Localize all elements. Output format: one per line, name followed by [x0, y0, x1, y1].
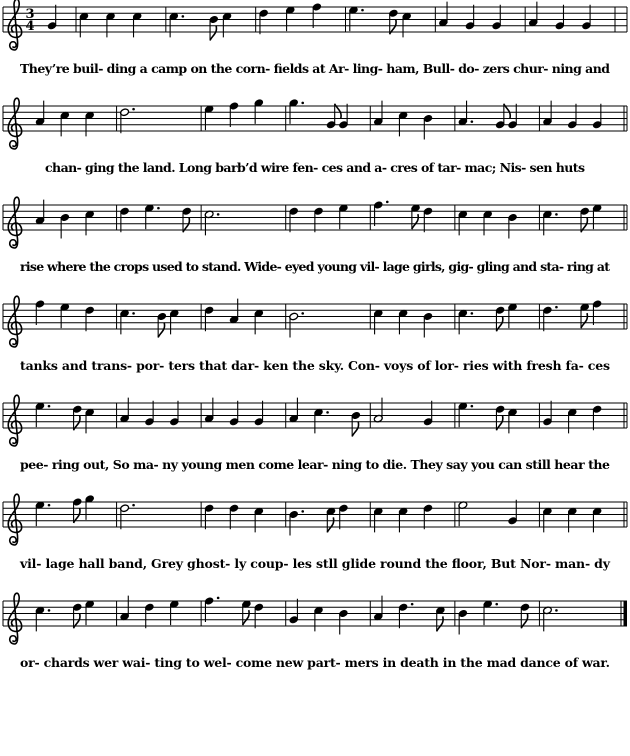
flag: [581, 313, 587, 328]
note: [259, 9, 269, 34]
measure: [349, 6, 436, 38]
note: [254, 309, 264, 334]
note: [555, 5, 565, 30]
note: [85, 408, 95, 433]
note: [592, 507, 602, 532]
note: [458, 210, 468, 235]
measure: [373, 101, 454, 140]
note: [79, 12, 89, 37]
note: [567, 507, 577, 532]
measure: [289, 502, 370, 536]
note: [169, 12, 184, 37]
augmentation-dot: [555, 213, 558, 216]
measure: [120, 106, 201, 133]
note: [285, 6, 295, 31]
note: [120, 108, 135, 133]
note: [349, 6, 364, 31]
note: [35, 606, 50, 631]
note: [222, 12, 232, 37]
note: [72, 498, 82, 523]
note: [520, 603, 530, 628]
note: [145, 603, 155, 628]
augmentation-dot: [555, 609, 558, 612]
augmentation-dot: [361, 9, 364, 12]
note: [458, 101, 473, 126]
augmentation-dot: [132, 108, 135, 111]
note: [543, 507, 553, 532]
note: [85, 306, 95, 331]
note: [169, 309, 179, 334]
note: [373, 398, 383, 423]
note: [242, 600, 252, 625]
note: [508, 408, 518, 433]
lyric-line: pee- ring out, So ma- ny young men come lear- ning to die. They say you can still hear the: [20, 457, 611, 472]
augmentation-dot: [301, 102, 304, 105]
augmentation-dot: [217, 213, 220, 216]
note: [106, 12, 116, 37]
note: [543, 306, 558, 331]
measure: [458, 205, 539, 239]
note: [543, 401, 553, 426]
time-signature-numerator: 3: [25, 7, 35, 22]
note: [204, 504, 214, 529]
measure: [373, 502, 454, 532]
measure: [289, 99, 370, 131]
note: [495, 104, 510, 129]
note: [229, 102, 239, 127]
note: [254, 507, 264, 532]
note: [85, 600, 95, 625]
note: [592, 204, 602, 229]
staff-system: [3, 0, 627, 76]
note: [423, 504, 433, 529]
note: [580, 303, 590, 328]
note: [483, 210, 493, 235]
measure: [79, 7, 166, 37]
flag: [243, 610, 249, 625]
note: [204, 306, 214, 331]
note: [289, 99, 304, 124]
note: [567, 104, 577, 129]
note: [339, 504, 349, 529]
note: [120, 207, 130, 232]
note: [543, 101, 553, 126]
note: [209, 15, 219, 40]
note: [132, 12, 142, 37]
note: [47, 5, 57, 30]
augmentation-dot: [132, 312, 135, 315]
measure: [438, 2, 525, 32]
augmentation-dot: [301, 312, 304, 315]
measure: [35, 200, 116, 239]
lyric-line: tanks and trans- por- ters that dar- ken the sky. Con- voys of lor- ries with fresh fa- ces: [20, 358, 610, 373]
measure: [120, 304, 201, 338]
note: [398, 603, 413, 628]
note: [254, 603, 264, 628]
note: [35, 200, 45, 225]
note: [289, 510, 304, 535]
note: [289, 599, 299, 624]
lyric-line: or- chards wer wai- ting to wel- come new part- mers in death in the mad dance of war.: [20, 655, 610, 670]
staff-system: [3, 98, 627, 175]
measure: [35, 495, 116, 527]
measure: [543, 204, 624, 236]
note: [423, 312, 433, 337]
note: [60, 213, 70, 238]
note: [314, 408, 329, 433]
measure: [289, 599, 370, 635]
note: [339, 104, 349, 129]
measure: [458, 303, 539, 335]
flag: [327, 517, 333, 532]
note: [120, 398, 130, 423]
note: [120, 596, 130, 621]
note: [483, 600, 498, 625]
note: [543, 210, 558, 235]
note: [85, 210, 95, 235]
note: [592, 300, 602, 325]
measure: [204, 398, 285, 428]
flag: [210, 26, 216, 41]
augmentation-dot: [217, 597, 220, 600]
note: [204, 597, 219, 622]
note: [402, 12, 412, 37]
note: [72, 405, 82, 430]
note: [580, 207, 590, 232]
note: [458, 309, 473, 334]
measure: [35, 402, 116, 434]
note: [373, 507, 383, 532]
augmentation-dot: [471, 312, 474, 315]
note: [339, 609, 349, 634]
measure: [120, 398, 201, 428]
lyric-line: rise where the crops used to stand. Wide- eyed young vil- lage girls, gig- gling and sta- ring at: [20, 259, 610, 274]
note: [398, 309, 408, 334]
augmentation-dot: [157, 207, 160, 210]
note: [495, 405, 505, 430]
note: [423, 207, 433, 232]
note: [314, 606, 324, 631]
note: [423, 114, 433, 139]
augmentation-dot: [182, 15, 185, 18]
flag: [158, 323, 164, 338]
note: [465, 5, 475, 30]
note: [35, 501, 50, 526]
note: [35, 101, 45, 126]
note: [373, 596, 383, 621]
measure: [47, 5, 76, 32]
note: [35, 300, 45, 325]
measure: [543, 101, 624, 131]
note: [169, 600, 179, 625]
measure: [289, 204, 370, 232]
staff-system: [3, 593, 627, 670]
measure: [289, 304, 370, 338]
note: [592, 405, 602, 430]
final-barline-thick: [624, 601, 628, 626]
augmentation-dot: [471, 405, 474, 408]
note: [492, 5, 502, 30]
note: [254, 401, 264, 426]
note: [145, 204, 160, 229]
note: [458, 501, 468, 526]
note: [388, 9, 398, 34]
staff-system: [3, 197, 627, 274]
measure: [204, 502, 285, 532]
measure: [543, 502, 624, 532]
measure: [120, 596, 201, 629]
flag: [352, 422, 358, 437]
note: [289, 207, 299, 232]
note: [157, 312, 167, 337]
flag: [412, 214, 418, 229]
note: [423, 401, 433, 426]
note: [145, 401, 155, 426]
time-signature-denominator: 4: [25, 19, 35, 34]
measure: [458, 500, 539, 527]
note: [495, 306, 505, 331]
note: [85, 111, 95, 136]
augmentation-dot: [471, 120, 474, 123]
note: [508, 213, 518, 238]
measure: [120, 502, 201, 529]
measure: [169, 7, 256, 41]
note: [289, 312, 304, 337]
note: [326, 104, 341, 129]
staff-system: [3, 395, 627, 472]
measure: [373, 398, 454, 428]
measure: [543, 401, 624, 434]
note: [508, 500, 518, 525]
note: [314, 207, 324, 232]
note: [373, 201, 388, 226]
note: [72, 603, 82, 628]
note: [169, 401, 179, 426]
augmentation-dot: [411, 603, 414, 606]
note: [60, 303, 70, 328]
lyric-line: chan- ging the land. Long barb’d wire fen- ces and a- cres of tar- mac; Nis- sen huts: [45, 160, 586, 175]
measure: [458, 600, 539, 635]
note: [120, 309, 135, 334]
note: [458, 609, 468, 634]
note: [60, 111, 70, 136]
lyric-line: vil- lage hall band, Grey ghost- ly coup- les stll glide round the floor, But Nor- man- dy: [20, 556, 610, 571]
note: [229, 401, 239, 426]
note: [508, 303, 518, 328]
note: [508, 104, 518, 129]
note: [120, 504, 135, 529]
note: [326, 507, 336, 532]
note: [373, 101, 383, 126]
note: [229, 299, 239, 324]
measure: [35, 600, 116, 632]
augmentation-dot: [48, 504, 51, 507]
measure: [204, 99, 285, 131]
note: [567, 408, 577, 433]
note: [312, 3, 322, 28]
note: [229, 504, 239, 529]
note: [289, 398, 299, 423]
note: [543, 606, 558, 631]
note: [592, 104, 602, 129]
augmentation-dot: [326, 411, 329, 414]
measure: [289, 398, 370, 437]
note: [458, 402, 473, 427]
note: [182, 207, 192, 232]
note: [436, 606, 446, 631]
note: [438, 2, 448, 27]
treble-clef-icon: [8, 0, 21, 50]
note: [254, 99, 264, 124]
augmentation-dot: [132, 504, 135, 507]
lyric-line: They’re buil- ding a camp on the corn- fields at Ar- ling- ham, Bull- do- zers chur- ning and: [20, 61, 610, 76]
note: [204, 210, 219, 235]
note: [35, 402, 50, 427]
note: [204, 105, 214, 130]
note: [85, 495, 95, 520]
augmentation-dot: [48, 609, 51, 612]
staff-system: [3, 494, 627, 571]
augmentation-dot: [495, 603, 498, 606]
measure: [120, 204, 201, 232]
note: [581, 5, 591, 30]
augmentation-dot: [555, 306, 558, 309]
measure: [543, 606, 558, 631]
note: [351, 411, 361, 436]
measure: [458, 402, 539, 434]
measure: [204, 205, 285, 235]
note: [398, 111, 408, 136]
measure: [458, 101, 539, 131]
augmentation-dot: [386, 201, 389, 204]
note: [398, 507, 408, 532]
note: [411, 204, 421, 229]
note: [373, 309, 383, 334]
time-signature: [25, 7, 34, 34]
augmentation-dot: [48, 405, 51, 408]
note: [339, 204, 349, 229]
augmentation-dot: [301, 510, 304, 513]
measure: [373, 304, 454, 338]
flag: [437, 616, 443, 631]
measure: [528, 2, 615, 32]
note: [204, 398, 214, 423]
note: [528, 2, 538, 27]
staff-system: [3, 296, 627, 373]
